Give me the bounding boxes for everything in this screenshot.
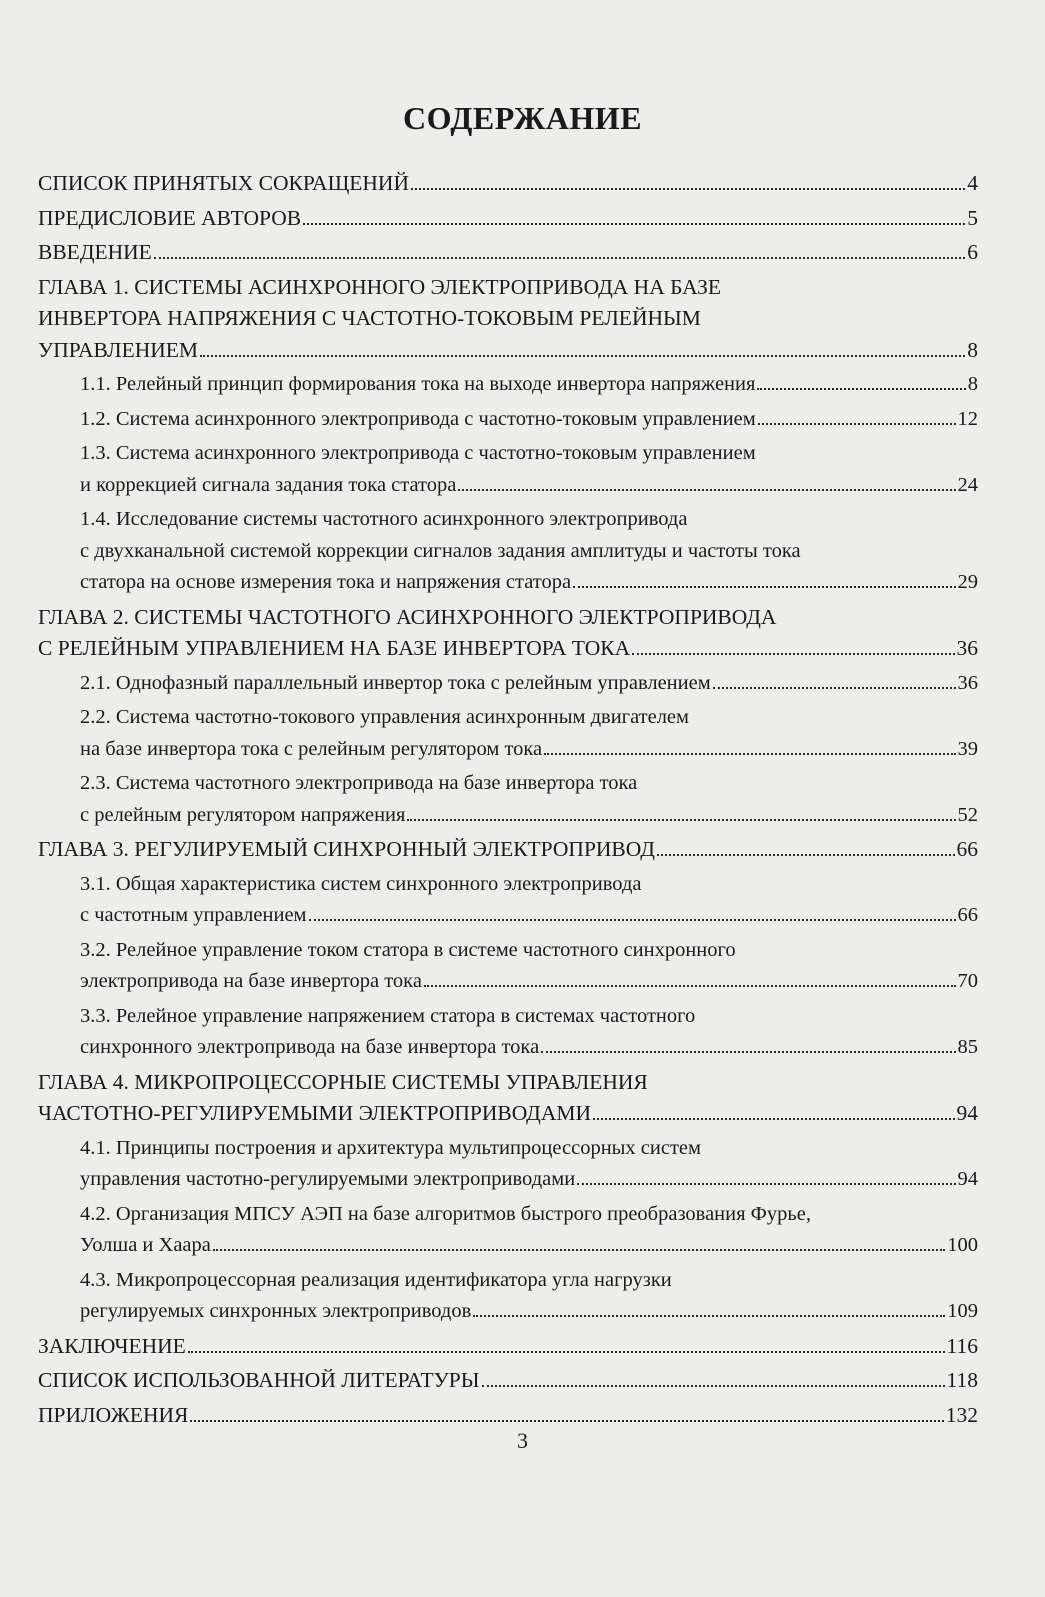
dot-leader (593, 1103, 955, 1120)
toc-entry-text: 3.2. Релейное управление током статора в системе частотного синхронного (80, 938, 736, 961)
toc-line (38, 1098, 978, 1130)
toc-entry-text: УПРАВЛЕНИЕМ (38, 337, 199, 362)
toc-chapter-entry (38, 237, 978, 269)
toc-page-number: 66 (957, 904, 978, 926)
dot-leader (188, 1335, 945, 1352)
toc-line (38, 1400, 978, 1432)
toc-entry-text: и коррекцией сигнала задания тока статора (80, 473, 457, 496)
toc-page-number: 116 (946, 1333, 978, 1358)
toc-page-number: 29 (957, 571, 978, 593)
toc-entry-text: 3.3. Релейное управление напряжением статора в системах частотного (80, 1004, 696, 1027)
toc-entry-text: ГЛАВА 1. СИСТЕМЫ АСИНХРОННОГО ЭЛЕКТРОПРИВОДА НА БАЗЕ (38, 274, 722, 299)
toc-line (38, 834, 978, 866)
toc-entry-text: 4.3. Микропроцессорная реализация идентификатора угла нагрузки (80, 1268, 672, 1291)
toc-line (38, 633, 978, 665)
toc-line (38, 1265, 978, 1297)
toc-line (38, 404, 978, 436)
toc-line (38, 734, 978, 766)
dot-leader (473, 1300, 945, 1317)
toc-section-entry (38, 1001, 978, 1064)
toc-entry-text: СПИСОК ПРИНЯТЫХ СОКРАЩЕНИЙ (38, 171, 409, 195)
dot-leader (657, 839, 955, 856)
toc-line (38, 237, 978, 269)
toc-entry-text: 1.2. Система асинхронного электропривода с частотно-токовым управлением (80, 407, 756, 430)
toc-page-number: 94 (957, 1168, 978, 1190)
dot-leader (541, 1036, 955, 1053)
toc-page-number: 5 (967, 205, 978, 230)
toc-entry-text: 1.3. Система асинхронного электропривода с частотно-токовым управлением (80, 442, 756, 464)
toc-line (38, 1331, 978, 1363)
toc-line (38, 1067, 978, 1099)
toc-entry-text: на базе инвертора тока с релейным регулятором тока (80, 737, 543, 760)
dot-leader (713, 672, 956, 689)
toc-line (38, 303, 978, 335)
toc-line (38, 1230, 978, 1262)
toc-line (38, 470, 978, 502)
toc-page-number: 36 (957, 671, 978, 694)
dot-leader (154, 242, 965, 259)
toc-entry-text: 1.4. Исследование системы частотного асинхронного электропривода (80, 508, 688, 530)
toc-section-entry (38, 869, 978, 932)
toc-page-number: 52 (957, 803, 978, 826)
page-title: СОДЕРЖАНИЕ (402, 100, 643, 136)
toc-entry-text: 2.2. Система частотно-токового управления асинхронным двигателем (80, 706, 690, 728)
toc-section-entry (38, 768, 978, 831)
toc-chapter-entry (38, 272, 978, 367)
toc-entry-text: СПИСОК ИСПОЛЬЗОВАННОЙ ЛИТЕРАТУРЫ (38, 1368, 480, 1392)
page-number: 3 (517, 1428, 528, 1453)
toc-entry-text: 2.3. Система частотного электропривода на базе инвертора тока (80, 772, 638, 794)
toc-page-number: 12 (957, 407, 978, 430)
toc-page-number: 132 (945, 1402, 978, 1427)
toc-line (38, 335, 978, 367)
toc-line (38, 203, 978, 235)
toc-line (38, 1164, 978, 1196)
toc-section-entry (38, 404, 978, 436)
toc-entry-text: ИНВЕРТОРА НАПРЯЖЕНИЯ С ЧАСТОТНО-ТОКОВЫМ РЕЛЕЙНЫМ (38, 306, 701, 330)
toc-entry-text: 4.1. Принципы построения и архитектура мультипроцессорных систем (80, 1136, 702, 1159)
toc-line (38, 768, 978, 800)
toc-line (38, 1365, 978, 1397)
toc-line (38, 1296, 978, 1328)
toc-line (38, 869, 978, 901)
toc-page-number: 85 (957, 1036, 978, 1058)
toc-page-number: 100 (947, 1234, 978, 1256)
toc-chapter-entry (38, 1365, 978, 1397)
toc-page-number: 94 (956, 1101, 978, 1125)
toc-chapter-entry (38, 834, 978, 866)
toc-section-entry (38, 438, 978, 501)
toc-line (38, 935, 978, 967)
toc-section-entry (38, 369, 978, 401)
toc-entry-text: ЧАСТОТНО-РЕГУЛИРУЕМЫМИ ЭЛЕКТРОПРИВОДАМИ (38, 1101, 591, 1125)
dot-leader (573, 571, 955, 588)
toc-chapter-entry (38, 168, 978, 200)
dot-leader (200, 339, 965, 356)
toc-line (38, 900, 978, 932)
toc-entry-text: ГЛАВА 4. МИКРОПРОЦЕССОРНЫЕ СИСТЕМЫ УПРАВЛЕНИЯ (38, 1069, 648, 1094)
toc-entry-text: С РЕЛЕЙНЫМ УПРАВЛЕНИЕМ НА БАЗЕ ИНВЕРТОРА ТОКА (38, 636, 631, 660)
toc-entry-text: 4.2. Организация МПСУ АЭП на базе алгоритмов быстрого преобразования Фурье, (80, 1202, 811, 1225)
toc-entry-text: ПРИЛОЖЕНИЯ (38, 1402, 189, 1427)
toc-page-number: 118 (946, 1368, 978, 1392)
toc-entry-text: Уолша и Хаара (80, 1234, 211, 1256)
toc-entry-text: статора на основе измерения тока и напряжения статора (80, 571, 572, 593)
toc-line (38, 536, 978, 568)
toc-entry-text: ПРЕДИСЛОВИЕ АВТОРОВ (38, 205, 302, 230)
dot-leader (757, 373, 965, 390)
toc-line (38, 1032, 978, 1064)
toc-entry-text: ЗАКЛЮЧЕНИЕ (38, 1333, 186, 1358)
toc-page-number: 39 (957, 737, 978, 760)
toc-line (38, 668, 978, 700)
toc-line (38, 567, 978, 599)
dot-leader (190, 1404, 943, 1421)
toc-line (38, 504, 978, 536)
toc-line (38, 272, 978, 304)
toc-section-entry (38, 668, 978, 700)
toc-entry-text: 1.1. Релейный принцип формирования тока на выходе инвертора напряжения (80, 373, 756, 395)
toc-entry-text: ГЛАВА 3. РЕГУЛИРУЕМЫЙ СИНХРОННЫЙ ЭЛЕКТРОПРИВОД (38, 837, 655, 861)
toc-line (38, 602, 978, 634)
toc-chapter-entry (38, 203, 978, 235)
dot-leader (577, 1168, 955, 1185)
toc-entry-text: ГЛАВА 2. СИСТЕМЫ ЧАСТОТНОГО АСИНХРОННОГО ЭЛЕКТРОПРИВОДА (38, 604, 777, 629)
toc-page-number: 6 (967, 240, 978, 264)
toc-page-number: 109 (947, 1300, 978, 1322)
toc-section-entry (38, 1265, 978, 1328)
toc-line (38, 1199, 978, 1231)
toc-section-entry (38, 702, 978, 765)
toc-entry-text: электропривода на базе инвертора тока (80, 970, 422, 992)
toc-line (38, 800, 978, 832)
toc-chapter-entry (38, 1331, 978, 1363)
toc-entry-text: с частотным управлением (80, 904, 307, 926)
toc-page-number: 4 (967, 171, 978, 195)
toc-entry-text: ВВЕДЕНИЕ (38, 240, 152, 264)
dot-leader (411, 173, 965, 190)
dot-leader (632, 638, 954, 655)
dot-leader (303, 207, 965, 224)
dot-leader (544, 738, 955, 755)
toc-page-number: 8 (967, 373, 978, 395)
toc-entry-text: 2.1. Однофазный параллельный инвертор тока с релейным управлением (80, 671, 711, 694)
toc-section-entry (38, 1199, 978, 1262)
toc-line (38, 369, 978, 401)
toc-entry-text: управления частотно-регулируемыми электроприводами (80, 1168, 576, 1190)
toc-line (38, 1133, 978, 1165)
dot-leader (424, 970, 956, 987)
dot-leader (758, 408, 956, 425)
dot-leader (213, 1234, 945, 1251)
dot-leader (458, 474, 955, 491)
toc-entry-text: регулируемых синхронных электроприводов (80, 1300, 472, 1322)
toc-chapter-entry (38, 602, 978, 665)
toc-page-number: 70 (957, 970, 978, 992)
dot-leader (309, 904, 956, 921)
toc-entry-text: 3.1. Общая характеристика систем синхронного электропривода (80, 872, 642, 895)
toc-line (38, 966, 978, 998)
toc-page-number: 66 (956, 837, 978, 861)
toc-chapter-entry (38, 1067, 978, 1130)
toc-entry-text: с двухканальной системой коррекции сигналов задания амплитуды и частоты тока (80, 539, 801, 562)
toc-section-entry (38, 504, 978, 599)
toc-page-number: 36 (956, 636, 978, 660)
toc-page-number: 8 (967, 337, 978, 362)
table-of-contents (38, 168, 978, 1434)
toc-line (38, 702, 978, 734)
toc-page-number: 24 (957, 473, 978, 496)
toc-entry-text: синхронного электропривода на базе инвертора тока (80, 1036, 540, 1058)
toc-section-entry (38, 935, 978, 998)
dot-leader (407, 804, 955, 821)
toc-line (38, 1001, 978, 1033)
dot-leader (482, 1370, 945, 1387)
toc-chapter-entry (38, 1400, 978, 1432)
toc-line (38, 438, 978, 470)
toc-line (38, 168, 978, 200)
toc-entry-text: с релейным регулятором напряжения (80, 803, 406, 826)
toc-section-entry (38, 1133, 978, 1196)
